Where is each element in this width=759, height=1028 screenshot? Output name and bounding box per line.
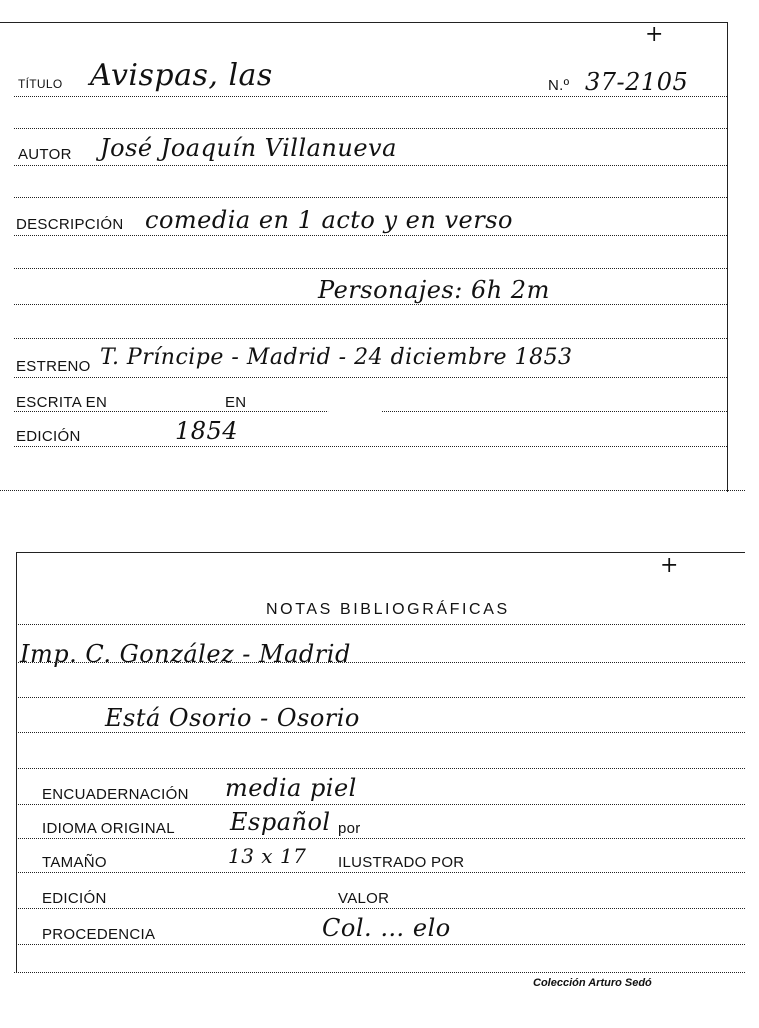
card1-bottom-rule xyxy=(0,490,745,491)
descripcion-label: DESCRIPCIÓN xyxy=(16,216,124,233)
rule-c2-2 xyxy=(16,662,745,663)
autor-label: AUTOR xyxy=(18,146,72,163)
edicion-label-1: EDICIÓN xyxy=(16,428,81,445)
card1-right-edge xyxy=(727,22,728,492)
rule-encuadernacion xyxy=(16,804,745,805)
ilustrado-label: ILUSTRADO POR xyxy=(338,854,465,871)
numero-label: N.º xyxy=(548,77,570,94)
rule-procedencia xyxy=(16,944,745,945)
rule-personajes xyxy=(14,304,727,305)
en-label: EN xyxy=(225,394,247,411)
rule-c2-1 xyxy=(16,624,745,625)
card1-top-edge xyxy=(0,22,727,23)
card2-left-edge xyxy=(16,552,17,972)
titulo-value: Avispas, las xyxy=(90,58,273,93)
card2-bottom-rule xyxy=(14,972,745,973)
rule-estreno xyxy=(14,377,727,378)
escrita-label: ESCRITA EN xyxy=(16,394,108,411)
rule-6 xyxy=(14,268,727,269)
rule-edicion xyxy=(14,446,727,447)
procedencia-label: PROCEDENCIA xyxy=(42,926,156,943)
tamano-label: TAMAÑO xyxy=(42,854,107,871)
idioma-value: Español xyxy=(230,808,331,836)
rule-c2-4 xyxy=(16,732,745,733)
valor-label: VALOR xyxy=(338,890,390,907)
rule-idioma xyxy=(16,838,745,839)
edicion-value-1: 1854 xyxy=(175,417,239,445)
notas-header: NOTAS BIBLIOGRÁFICAS xyxy=(266,601,510,618)
nota-line-2: Está Osorio - Osorio xyxy=(105,704,360,732)
edicion-label-2: EDICIÓN xyxy=(42,890,107,907)
encuadernacion-value: media piel xyxy=(225,774,357,802)
redaction-mark-1 xyxy=(328,385,382,443)
por-label: por xyxy=(338,820,361,837)
rule-titulo xyxy=(14,96,727,97)
rule-c2-3 xyxy=(16,697,745,698)
idioma-label: IDIOMA ORIGINAL xyxy=(42,820,175,837)
collection-footer: Colección Arturo Sedó xyxy=(533,977,652,989)
rule-c2-5 xyxy=(16,768,745,769)
procedencia-value: Col. … elo xyxy=(322,914,451,942)
rule-autor xyxy=(14,165,727,166)
nota-line-1: Imp. C. González - Madrid xyxy=(20,640,351,668)
rule-4 xyxy=(14,197,727,198)
tamano-value: 13 x 17 xyxy=(228,844,307,868)
rule-descripcion xyxy=(14,235,727,236)
rule-8 xyxy=(14,338,727,339)
descripcion-value: comedia en 1 acto y en verso xyxy=(145,206,513,234)
estreno-value: T. Príncipe - Madrid - 24 diciembre 1853 xyxy=(100,345,573,370)
rule-edicion-2 xyxy=(16,908,745,909)
rule-2 xyxy=(14,128,727,129)
numero-value: 37-2105 xyxy=(585,68,689,96)
card2-top-edge xyxy=(16,552,745,553)
encuadernacion-label: ENCUADERNACIÓN xyxy=(42,786,189,803)
estreno-label: ESTRENO xyxy=(16,358,91,375)
rule-tamano xyxy=(16,872,745,873)
card2-plus-mark: + xyxy=(660,553,679,578)
autor-value: José Joaquín Villanueva xyxy=(100,134,397,162)
personajes-value: Personajes: 6h 2m xyxy=(318,276,550,304)
card1-plus-mark: + xyxy=(645,22,664,47)
titulo-label: TÍTULO xyxy=(18,77,63,91)
